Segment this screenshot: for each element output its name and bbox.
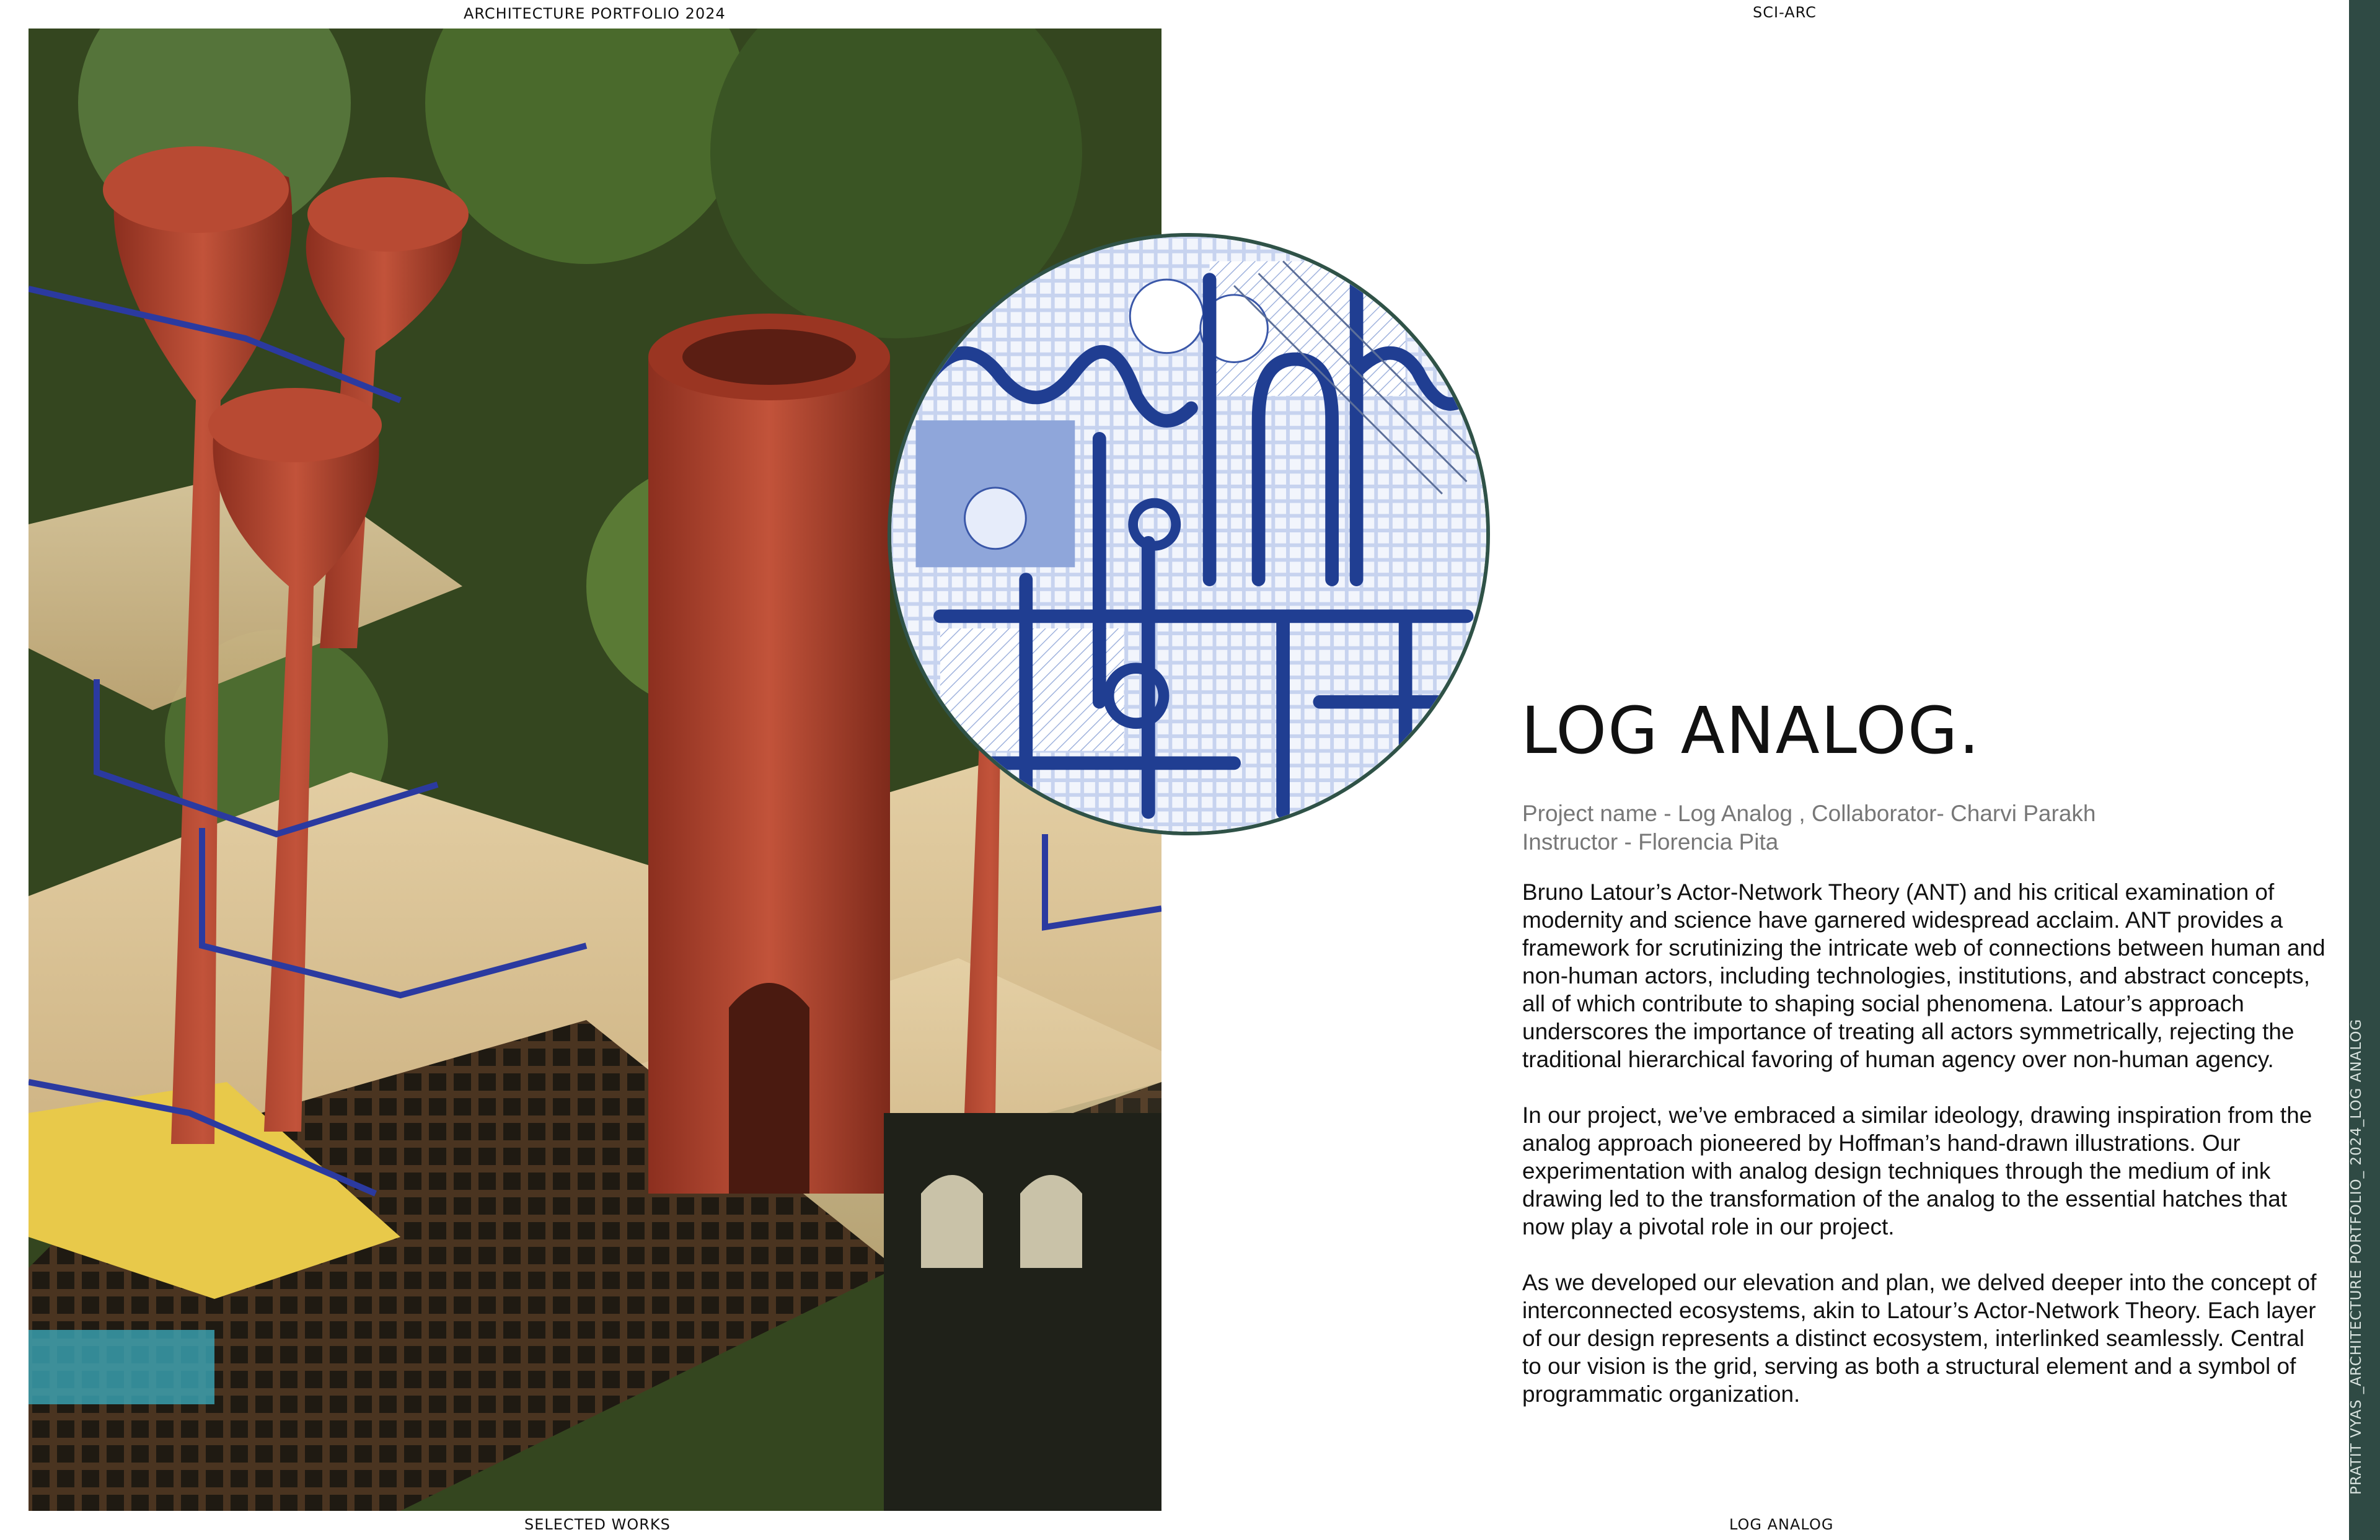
description-paragraph-3: As we developed our elevation and plan, we delved deeper into the concept of interconnected ecosystems, akin to Latour’s Actor-Network Theory. Each layer of our design represents a distinct ecosystem, interlinked seamlessly. Central to our vision is the grid, serving as both a structural element and a symbol of programmatic organization. xyxy=(1522,1270,2317,1407)
instructor-line: Instructor - Florencia Pita xyxy=(1522,829,1779,855)
header-left: ARCHITECTURE PORTFOLIO 2024 xyxy=(464,5,726,22)
render-illustration xyxy=(29,29,1161,1511)
project-name-line: Project name - Log Analog , Collaborator- Charvi Parakh xyxy=(1522,801,2096,826)
footer-left: SELECTED WORKS xyxy=(524,1516,671,1533)
description-paragraph-1: Bruno Latour’s Actor-Network Theory (ANT) and his critical examination of modernity and science have garnered widespread acclaim. ANT provides a framework for scrutinizing the intricate web of connections between human and non-human actors, including technologies, institutions, and abstract concepts, all of which contribute to shaping social phenomena. Latour’s approach underscores the importance of treating all actors symmetrically, rejecting the traditional hierarchical favoring of human agency over non-human agency. xyxy=(1522,879,2325,1072)
project-render-image xyxy=(29,29,1161,1511)
description-paragraph-2: In our project, we’ve embraced a similar ideology, drawing inspiration from the analog approach pioneered by Hoffman’s hand-drawn illustrations. Our experimentation with analog design techniques through the medium of ink drawing led to the transformation of the analog to the essential hatches that now play a pivotal role in our project. xyxy=(1522,1102,2312,1239)
footer-right: LOG ANALOG xyxy=(1729,1516,1834,1533)
side-label xyxy=(2349,0,2380,1540)
side-label-text: PRATIT VYAS _ARCHITECTURE PORTFOLIO_ 2024_LOG ANALOG xyxy=(2348,1018,2365,1495)
plan-drawing xyxy=(891,237,1486,832)
plan-drawing-circle xyxy=(888,233,1490,835)
header-right: SCI-ARC xyxy=(1753,4,1817,21)
project-meta xyxy=(1522,799,2096,856)
project-title: LOG ANALOG. xyxy=(1521,693,1981,768)
project-description xyxy=(1522,878,2328,1436)
